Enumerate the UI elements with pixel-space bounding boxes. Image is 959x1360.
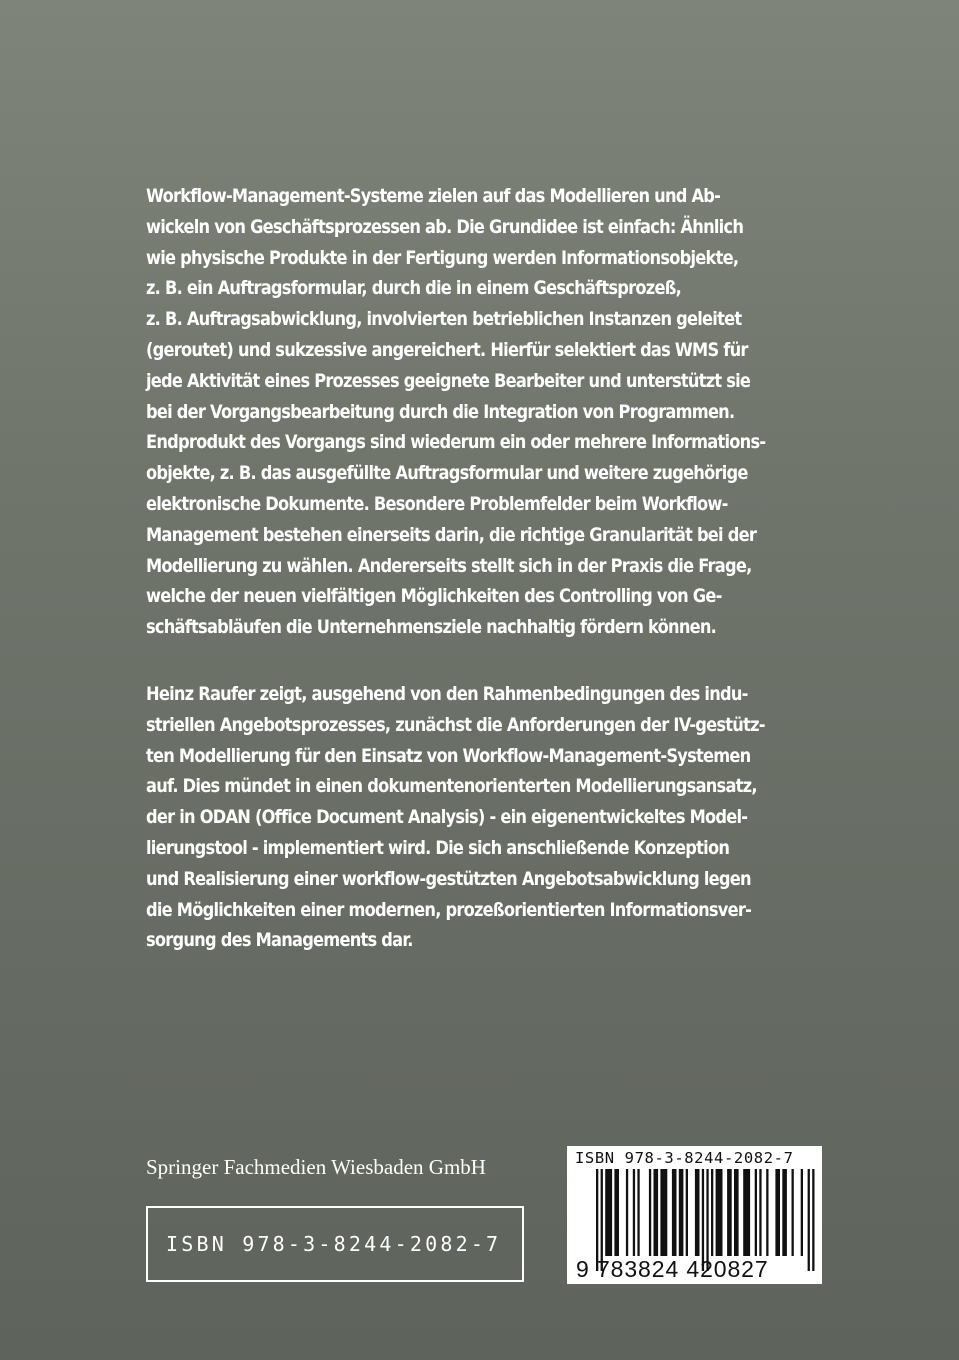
barcode-bar bbox=[743, 1169, 750, 1256]
barcode-bar bbox=[734, 1169, 739, 1256]
isbn-box bbox=[146, 1206, 524, 1282]
blurb-line: striellen Angebotsprozesses, zunächst die Anforderungen der IV-gestütz- bbox=[146, 713, 765, 736]
barcode-bar bbox=[711, 1169, 713, 1256]
blurb-line: lierungstool - implementiert wird. Die sich anschließende Konzeption bbox=[146, 836, 730, 859]
barcode-bar bbox=[660, 1169, 667, 1256]
barcode-bar bbox=[801, 1169, 803, 1256]
blurb-line: z. B. Auftragsabwicklung, involvierten betrieblichen Instanzen geleitet bbox=[146, 308, 742, 331]
blurb-line: wickeln von Geschäftsprozessen ab. Die Grundidee ist einfach: Ähnlich bbox=[146, 215, 744, 238]
blurb-line: der in ODAN (Office Document Analysis) - ein eigenentwickeltes Model- bbox=[146, 806, 748, 829]
barcode-bar bbox=[672, 1169, 677, 1256]
barcode-bar bbox=[766, 1169, 768, 1256]
blurb-line: Endprodukt des Vorgangs sind wiederum ein oder mehrere Informations- bbox=[146, 431, 766, 454]
blurb-line: z. B. ein Auftragsformular, durch die in einem Geschäftsprozeß, bbox=[146, 277, 682, 300]
barcode-bar bbox=[679, 1169, 684, 1256]
barcode-bar bbox=[808, 1169, 810, 1271]
blurb-line: elektronische Dokumente. Besondere Problemfelder beim Workflow- bbox=[146, 492, 728, 515]
barcode-bar bbox=[727, 1169, 732, 1256]
barcode-bar bbox=[755, 1169, 757, 1256]
barcode-bar bbox=[775, 1169, 780, 1256]
blurb-line: ten Modellierung für den Einsatz von Workflow-Management-Systemen bbox=[146, 744, 751, 767]
blurb-line: welche der neuen vielfältigen Möglichkeiten des Controlling von Ge- bbox=[146, 585, 722, 608]
barcode-bar bbox=[695, 1169, 700, 1256]
barcode-bar bbox=[626, 1169, 628, 1256]
barcode-bar bbox=[812, 1169, 814, 1271]
blurb-line: Modellierung zu wählen. Andererseits stellt sich in der Praxis die Frage, bbox=[146, 554, 752, 577]
barcode-bar bbox=[649, 1169, 651, 1256]
blurb-line: Heinz Raufer zeigt, ausgehend von den Rahmenbedingungen des indu- bbox=[146, 683, 748, 705]
blurb-paragraph-2 bbox=[146, 679, 836, 956]
barcode-bar bbox=[686, 1169, 688, 1256]
barcode-bar bbox=[605, 1169, 612, 1256]
blurb-line: die Möglichkeiten einer modernen, prozeßorientierten Informationsver- bbox=[146, 898, 752, 921]
barcode-bar bbox=[716, 1169, 723, 1256]
blurb-line: objekte, z. B. das ausgefüllte Auftragsformular und weitere zugehörige bbox=[146, 462, 748, 485]
blurb-line: jede Aktivität eines Prozesses geeignete Bearbeiter und unterstützt sie bbox=[146, 369, 751, 392]
blurb-line: und Realisierung einer workflow-gestützten Angebotsabwicklung legen bbox=[146, 867, 751, 890]
barcode-bar bbox=[782, 1169, 787, 1256]
barcode-bar bbox=[633, 1169, 635, 1256]
blurb-paragraph-1 bbox=[146, 181, 836, 643]
barcode-bar bbox=[792, 1169, 794, 1256]
blurb-line: wie physische Produkte in der Fertigung werden Informationsobjekte, bbox=[146, 246, 739, 269]
blurb-line: Management bestehen einerseits darin, die richtige Granularität bei der bbox=[146, 523, 757, 546]
blurb-line: sorgung des Managements dar. bbox=[146, 929, 413, 952]
blurb-line: schäftsabläufen die Unternehmensziele nachhaltig fördern können. bbox=[146, 616, 717, 639]
barcode-bar bbox=[637, 1169, 639, 1256]
barcode-digits: 9 783824 420827 bbox=[576, 1256, 769, 1282]
barcode-bar bbox=[654, 1169, 659, 1256]
barcode-bar bbox=[614, 1169, 619, 1256]
blurb-line: (geroutet) und sukzessive angereichert. Hierfür selektiert das WMS für bbox=[146, 338, 748, 361]
barcode-isbn-label: ISBN 978-3-8244-2082-7 bbox=[575, 1149, 794, 1167]
barcode-panel bbox=[567, 1146, 822, 1284]
blurb-line: bei der Vorgangsbearbeitung durch die Integration von Programmen. bbox=[146, 400, 735, 423]
blurb-line: Workflow-Management-Systeme zielen auf das Modellieren und Ab- bbox=[146, 185, 721, 207]
publisher-name: Springer Fachmedien Wiesbaden GmbH bbox=[146, 1155, 486, 1179]
blurb-line: auf. Dies mündet in einen dokumentenorienterten Modellierungsansatz, bbox=[146, 775, 757, 798]
barcode-bar bbox=[759, 1169, 761, 1256]
isbn-box-text: ISBN 978-3-8244-2082-7 bbox=[166, 1232, 502, 1256]
